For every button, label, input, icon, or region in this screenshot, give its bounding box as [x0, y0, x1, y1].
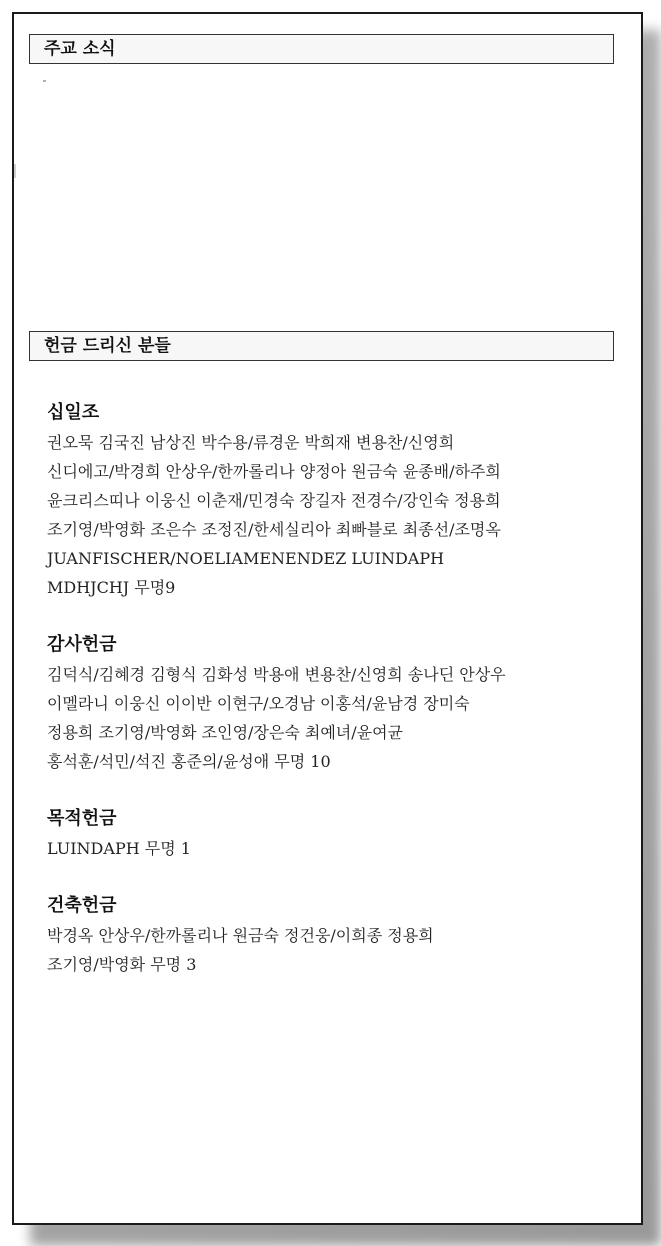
group-title: 건축헌금 — [47, 895, 117, 916]
section-header-bishop-news: 주교 소식 — [29, 34, 614, 64]
donor-line: 이멜라니 이웅신 이이반 이현구/오경남 이홍석/윤남경 장미숙 — [47, 694, 470, 713]
donor-line: 홍석훈/석민/석진 홍준의/윤성애 무명 10 — [47, 752, 331, 771]
donor-line: LUINDAPH 무명 1 — [47, 839, 191, 858]
donor-line: 권오묵 김국진 남상진 박수용/류경운 박희재 변용찬/신영희 — [47, 433, 455, 452]
donor-list — [47, 660, 607, 776]
donor-line: 신디에고/박경희 안상우/한까롤리나 양정아 원금숙 윤종배/하주희 — [47, 462, 501, 481]
offering-group-designated — [47, 804, 607, 863]
donor-line: 조기영/박영화 무명 3 — [47, 955, 197, 974]
donor-line: 정용희 조기영/박영화 조인영/장은숙 최예녀/윤여균 — [47, 723, 404, 742]
group-title: 십일조 — [47, 402, 100, 423]
offering-group-tithe — [47, 398, 607, 602]
scan-speck — [43, 80, 46, 82]
bulletin-page — [12, 12, 643, 1225]
donor-list — [47, 834, 607, 863]
donor-line: JUANFISCHER/NOELIAMENENDEZ LUINDAPH — [47, 549, 445, 568]
group-title: 목적헌금 — [47, 808, 117, 829]
scan-speck — [14, 164, 16, 178]
donor-line: 조기영/박영화 조은수 조정진/한세실리아 최빠블로 최종선/조명옥 — [47, 520, 501, 539]
donor-list — [47, 428, 607, 602]
section-header-offering-donors: 헌금 드리신 분들 — [29, 331, 614, 361]
offering-group-building — [47, 891, 607, 979]
offering-group-thanksgiving — [47, 630, 607, 776]
donor-line: MDHJCHJ 무명9 — [47, 578, 176, 597]
donor-line: 김덕식/김혜경 김형식 김화성 박용애 변용찬/신영희 송나딘 안상우 — [47, 665, 506, 684]
donor-line: 윤크리스띠나 이웅신 이춘재/민경숙 장길자 전경수/강인숙 정용희 — [47, 491, 501, 510]
group-title: 감사헌금 — [47, 634, 117, 655]
donor-line: 박경옥 안상우/한까롤리나 원금숙 정건웅/이희종 정용희 — [47, 926, 434, 945]
donor-list — [47, 921, 607, 979]
